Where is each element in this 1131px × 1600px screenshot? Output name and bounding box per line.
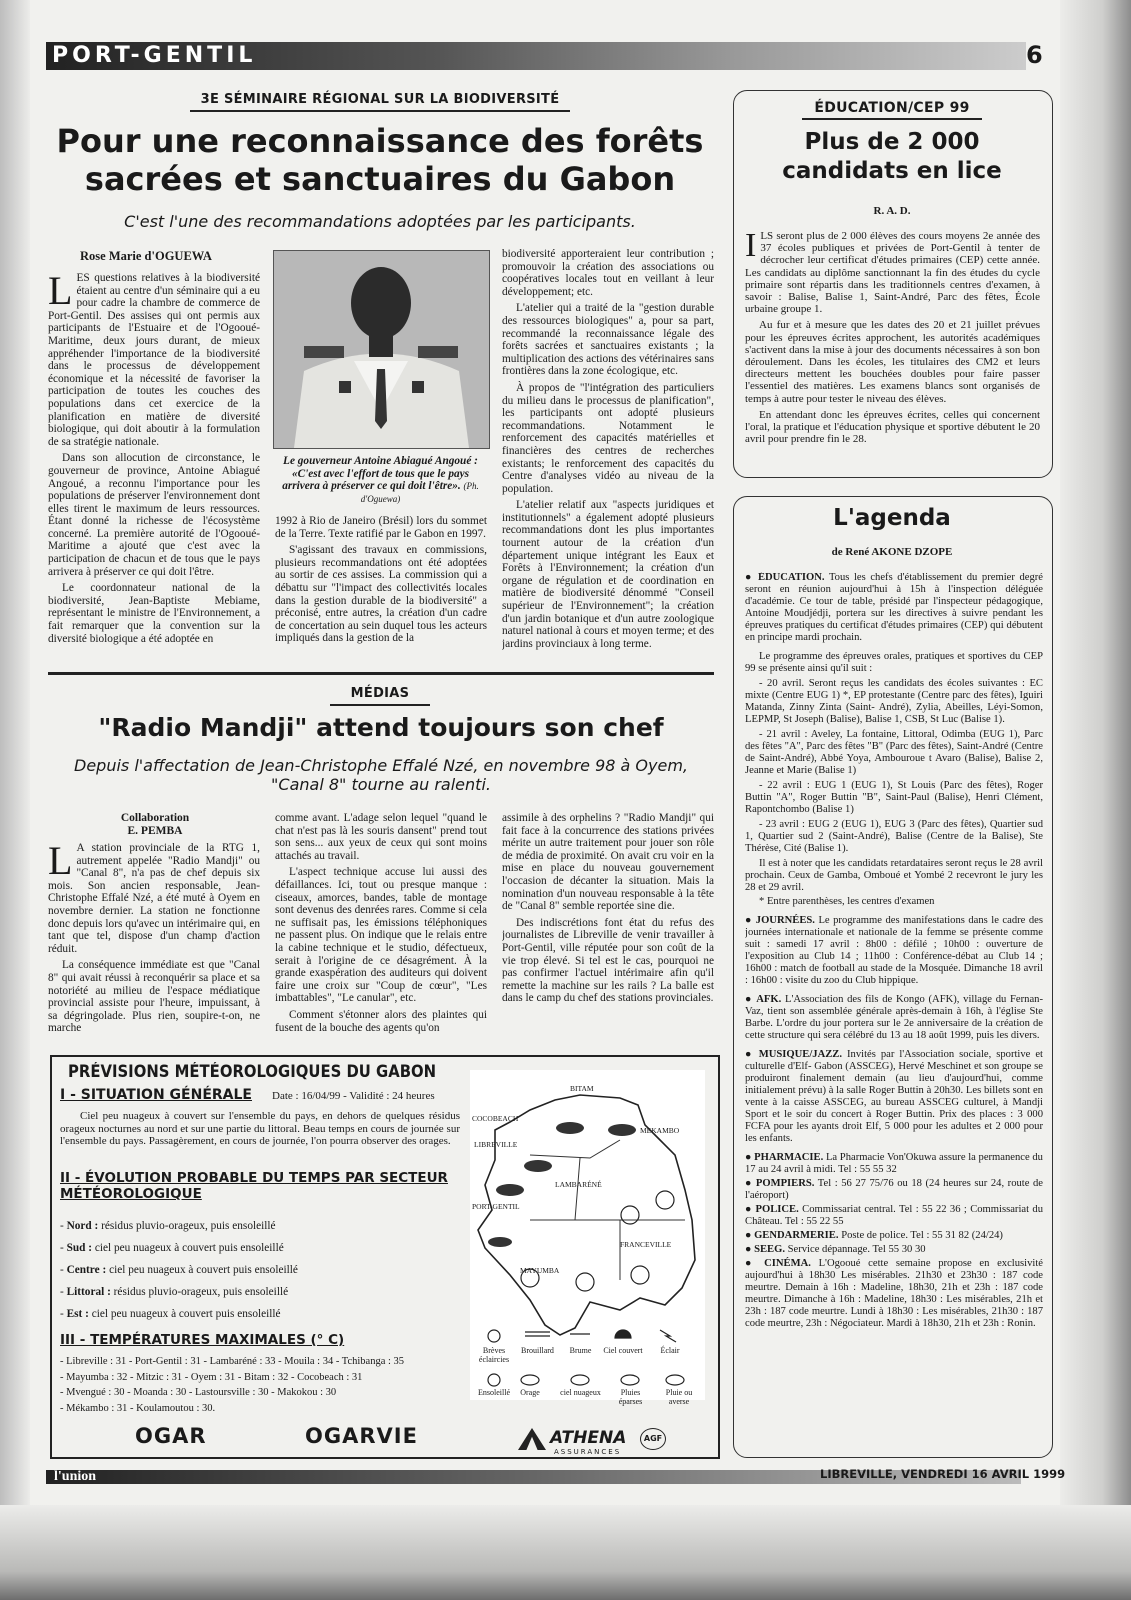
education-title-line1: Plus de 2 000 bbox=[804, 129, 980, 155]
agenda-journees: ● JOURNÉES. Le programme des manifestations dans le cadre des journées internationale et nationale de la femme se présente comme suit : samedi 17 avril : 8h00 : défilé ; 10h00 : ouverture de l'exposition au Club 14 ; 11h00 : Conférence-débat au Club 14 ; 16h00 : match de football au stade de la Mosquée. Dimanche 18 avril : 16h00 : visite du zoo du Club hippique. bbox=[745, 915, 1043, 986]
media-col2-p1: comme avant. L'adage selon lequel "quand le chat n'est pas là les souris dansent" prend tout son sens... aux yeux de ceux qui sont moins attachés au travail. bbox=[275, 812, 487, 862]
legend-brouillard: Brouillard bbox=[521, 1346, 554, 1355]
agenda-musique: ● MUSIQUE/JAZZ. Invités par l'Association sociale, sportive et culturelle d'Elf- Gabon (ASSCEG), Hervé Meschinet et son groupe se produiront finalement demain (au lieu d'aujourd'hui, comme initialement prévu) à la salle Roger Buttin à 20h30. Les billets sont en vente à la caisse ASSCEG, au bureau ASSCEG culturel, à Mandji Sport et le soir du concert à Roger Buttin. Prix des places : 3 000 FCFA pour les ayants droit Elf, 5 000 pour les adultes et 2 000 pour les enfants. bbox=[745, 1049, 1043, 1144]
photo-caption-text: Le gouverneur Antoine Abiagué Angoué : «C'est avec l'effort de tous que le pays arrivera à préserver ce qui doit l'être». bbox=[282, 455, 478, 493]
sector-littoral: - Littoral : résidus pluvio-orageux, puis ensoleillé bbox=[60, 1286, 289, 1298]
media-col2-p3: Comment s'étonner alors des plaintes qui fusent de la bouche des agents qu'on bbox=[275, 1008, 487, 1034]
agenda-police: ● POLICE. Commissariat central. Tel : 55 22 36 ; Commissariat du Château. Tel : 55 22 55 bbox=[745, 1204, 1043, 1227]
governor-photo bbox=[273, 250, 490, 449]
main-col3-p4: L'atelier relatif aux "aspects juridiques et institutionnels" a également adopté plusieurs recommandations dont les plus importantes tournent autour de la création d'un département unique intégrant les Eaux et Forêts à l'Environnement; la création d'un organe de régulation et de coordination en matière de biodiversité dénommé "Conseil supérieur de l'Environnement"; la création d'un jardin botanique et d'un autre zoologique naturel national à cours et moyen terme; et des jardins provinciaux à long terme. bbox=[502, 499, 714, 650]
agenda-body bbox=[745, 572, 1043, 1450]
weather-date: Date : 16/04/99 - Validité : 24 heures bbox=[272, 1090, 435, 1102]
sector-est: - Est : ciel peu nuageux à couvert puis ensoleillé bbox=[60, 1308, 281, 1320]
main-col3-p1: biodiversité apporteraient leur contribution ; promouvoir la création des associations ou coopératives locales tout en veillant à leur développement; etc. bbox=[502, 248, 714, 298]
agenda-education-p4: - 21 avril : Aveley, La fontaine, Littoral, Odimba (EUG 1), Parc des fêtes "A", Parc des fêtes "B" (Parc des fêtes), Saint-André (Centre de Saint-André), Abbé Yoya, Ambouroue t Avaro (Balise), Balise 2, Jeanne et Marie (Balise 1) bbox=[745, 729, 1043, 776]
main-col1 bbox=[48, 272, 260, 667]
agenda-pharmacie: ● PHARMACIE. La Pharmacie Von'Okuwa assure la permanence du 17 au 24 avril à midi. Tel : 55 55 32 bbox=[745, 1152, 1043, 1175]
education-title bbox=[733, 128, 1051, 186]
weather-map bbox=[470, 1070, 705, 1406]
sector-nord: - Nord : résidus pluvio-orageux, puis ensoleillé bbox=[60, 1220, 276, 1232]
agenda-education-p3: - 20 avril. Seront reçus les candidats des écoles suivantes : EC mixte (Centre EUG 1) *, EP protestante (Centre parc des fêtes), Iguiri Matanda, Zinny Zinta (Saint- André), Zylia, Abeilles, Léyi-Somon, LEPMP, St Joseph (Balise), Balise 1, CSB, St Luc (Balise 1). bbox=[745, 678, 1043, 725]
page-bottom-edge bbox=[0, 1505, 1131, 1600]
agenda-afk: ● AFK. L'Association des fils de Kongo (AFK), village du Fernan-Vaz, tient son assemblée générale après-demain à 16h, à l'église Ste Barbe. L'ordre du jour portera sur le 2e anniversaire de la création de cette structure qui sera célébré du 13 au 18 août 1999, puis les divers. bbox=[745, 994, 1043, 1041]
temps-line2: - Mayumba : 32 - Mitzic : 31 - Oyem : 31 - Bitam : 32 - Cocobeach : 31 bbox=[60, 1371, 363, 1383]
legend-ciel-couvert: Ciel couvert bbox=[603, 1346, 643, 1355]
main-col3 bbox=[502, 248, 714, 668]
footer-dateline: LIBREVILLE, VENDREDI 16 AVRIL 1999 bbox=[820, 1467, 1066, 1481]
legend-pluie-averse: Pluie ou averse bbox=[665, 1388, 693, 1406]
agenda-gendarmerie: ● GENDARMERIE. Poste de police. Tel : 55 31 82 (24/24) bbox=[745, 1230, 1003, 1241]
media-title: "Radio Mandji" attend toujours son chef bbox=[98, 713, 664, 742]
weather-title: PRÉVISIONS MÉTÉOROLOGIQUES DU GABON bbox=[68, 1062, 437, 1081]
photo-credit: (Ph. d'Oguewa) bbox=[360, 481, 479, 504]
map-label-cocobeach: COCOBEACH bbox=[472, 1114, 519, 1123]
media-kicker-rule bbox=[330, 704, 430, 706]
main-col1-p1: ES questions relatives à la biodiversité étaient au centre d'un séminaire qui a eu pour cadre la chambre de commerce de Port-Gentil. Des assises qui ont permis aux participants de l'Estuaire et de l'Ogooué-Maritime, deux jours durant, de mieux appréhender l'importance de la biodiversité dans le processus de développement économique et la nécessité de favoriser la participation de toutes les couches des populations dans cet exercice de la planification en matière de diversité biologique, qui doit aboutir à la formulation de sa stratégie nationale. bbox=[48, 272, 260, 448]
agenda-education-p2: Le programme des épreuves orales, pratiques et sportives du CEP 99 se présente ainsi qu'il suit : bbox=[745, 651, 1043, 674]
sponsor-ogarvie: OGARVIE bbox=[305, 1424, 418, 1448]
legend-ensoleille: Ensoleillé bbox=[478, 1388, 510, 1397]
media-col2-p2: L'aspect technique accuse lui aussi des défaillances. Ici, tout ou presque manque : ciseaux, amorces, bandes, table de montage sont devenus des denrées rares. Comme si cela ne suffisait pas, les émissions téléphoniques ne passent plus. On indique que le relais entre la cabine technique et le studio, défectueux, serait à l'origine de ce désagrément. À la grande exaspération des auditeurs qui doivent faire une croix sur "Coup de cœur", "Les imbattables", "Le canular", etc. bbox=[275, 866, 487, 1005]
map-label-franceville: FRANCEVILLE bbox=[620, 1240, 672, 1249]
media-col1-p2: La conséquence immédiate est que "Canal 8" qui avait réussi à reconquérir sa place et sa notoriété au milieu de l'espace médiatique provincial assiste pour l'heure, impuissant, à sa dégringolade. Plus rien, soupire-t-on, ne marche bbox=[48, 959, 260, 1035]
media-subtitle-line2: "Canal 8" tourne au ralenti. bbox=[271, 775, 491, 794]
media-col2 bbox=[275, 812, 487, 1042]
map-label-libreville: LIBREVILLE bbox=[474, 1140, 518, 1149]
media-col3-p1: assimile à des orphelins ? "Radio Mandji" qui fait face à la concurrence des stations privées mérite un autre traitement pour jouer son rôle de média de proximité. On avait cru voir en la mise en place du nouveau gouvernement l'occasion de décanter la situation. Mais la nomination d'un nouveau responsable à la tête de "Canal 8" semble reportée sine die. bbox=[502, 812, 714, 913]
sector-centre: - Centre : ciel peu nuageux à couvert puis ensoleillé bbox=[60, 1264, 298, 1276]
temps-line4: - Mékambo : 31 - Koulamoutou : 30. bbox=[60, 1402, 216, 1414]
agenda-education-p6: - 23 avril : EUG 2 (EUG 1), EUG 3 (Parc des fêtes), Quartier sud 1, Quartier sud 2 (Saint-André), Balise (Centre de la Balise), Ste Thérèse, Cité (Balise 1). bbox=[745, 819, 1043, 854]
education-p2: Au fur et à mesure que les dates des 20 et 21 juillet prévues pour les épreuves écrites approchent, les autorités académiques s'activent dans la mise à jour des documents nécessaires à son bon déroulement. Dans les écoles, les titulaires des CM2 et leurs directeurs mettent les bouchées doubles pour faire passer l'essentiel des matières. Les examens blancs sont organisés de temps à autre pour tester le niveau des élèves. bbox=[745, 319, 1040, 405]
page-left-edge bbox=[0, 0, 30, 1600]
main-col2-p1: 1992 à Rio de Janeiro (Brésil) lors du sommet de la Terre. Texte ratifié par le Gabon en 1997. bbox=[275, 515, 487, 540]
weather-section2-line1: II - ÉVOLUTION PROBABLE DU TEMPS PAR SECTEUR bbox=[60, 1170, 448, 1186]
weather-section3: III - TEMPÉRATURES MAXIMALES (° C) bbox=[60, 1332, 345, 1348]
main-dropcap: L bbox=[48, 272, 73, 313]
media-byline-label: Collaboration bbox=[120, 812, 190, 824]
media-col3-p2: Des indiscrétions font état du refus des journalistes de Libreville de venir travailler à Port-Gentil, ville réputée pour son coût de la vie trop élevé. Si tel est le cas, pourquoi ne pas confirmer l'actuel intérimaire afin qu'il remette la machine sur les rails ? La balle est dans le camp du chef des stations provinciales. bbox=[502, 916, 714, 1005]
map-label-mekambo: MEKAMBO bbox=[640, 1126, 680, 1135]
legend-ciel-nuageux: ciel nuageux bbox=[560, 1388, 601, 1397]
map-label-mayumba: MAYUMBA bbox=[520, 1266, 560, 1275]
media-col1-p1: A station provinciale de la RTG 1, autrement appelée "Radio Mandji" ou "Canal 8", n'a pas de chef depuis six mois. Son ancien responsable, Jean-Christophe Effalé Nzé, a été muté à Oyem en novembre dernier. La station ne fonctionne donc depuis lors qu'avec un intérimaire qui, en tant que tel, dispose d'un champ d'action réduit. bbox=[48, 842, 260, 955]
agenda-education-p5: - 22 avril : EUG 1 (EUG 1), St Louis (Parc des fêtes), Roger Buttin "A", Roger Buttin "B", Saint-Paul (Balise), Henri Clément, Rapontchombo (Balise 1) bbox=[745, 780, 1043, 815]
main-col2 bbox=[275, 515, 487, 667]
weather-sectors bbox=[60, 1215, 460, 1325]
sponsor-athena: ATHENA bbox=[550, 1428, 627, 1448]
main-col3-p2: L'atelier qui a traité de la "gestion durable des ressources biologiques" a, pour sa part, recommandé la reconnaissance légale des forêts sacrées et sanctuaires existants ; la multiplication des actions des vétérinaires sans frontières dans la zone écologique, etc. bbox=[502, 302, 714, 378]
weather-temperatures bbox=[60, 1354, 470, 1416]
education-byline: R. A. D. bbox=[873, 205, 911, 217]
agenda-seeg: ● SEEG. Service dépannage. Tel 55 30 30 bbox=[745, 1244, 926, 1255]
media-kicker: MÉDIAS bbox=[350, 686, 410, 701]
legend-breves: Brèves éclaircies bbox=[478, 1346, 510, 1364]
photo-caption bbox=[278, 455, 483, 505]
temps-line3: - Mvengué : 30 - Moanda : 30 - Lastoursville : 30 - Makokou : 30 bbox=[60, 1387, 337, 1398]
main-byline: Rose Marie d'OGUEWA bbox=[80, 249, 212, 263]
legend-pluies-eparses: Pluies éparses bbox=[618, 1388, 643, 1406]
sponsor-ogar: OGAR bbox=[135, 1424, 207, 1448]
main-title-line1: Pour une reconnaissance des forêts bbox=[56, 122, 704, 160]
education-dropcap: I bbox=[745, 230, 757, 264]
temps-line1: - Libreville : 31 - Port-Gentil : 31 - Lambaréné : 33 - Mouila : 34 - Tchibanga : 35 bbox=[60, 1356, 405, 1367]
main-kicker: 3E SÉMINAIRE RÉGIONAL SUR LA BIODIVERSITÉ bbox=[200, 92, 560, 107]
map-label-lambarene: LAMBARÉNÉ bbox=[555, 1180, 602, 1189]
sector-sud: - Sud : ciel peu nuageux à couvert puis ensoleillé bbox=[60, 1242, 284, 1254]
education-p1: LS seront plus de 2 000 élèves des cours moyens 2e année des 37 écoles publiques et privées de Port-Gentil à tenter de décrocher leur certificat d'études primaires (CEP) cette année. Les candidats au diplôme sanctionnant la fin des études du cycle primaire sont répartis dans les traditionnels centres d'examen, à savoir : Balise, Balise 1, Saint-André, Parc des fêtes, École urbaine groupe 1. bbox=[745, 230, 1040, 316]
main-col1-p2: Dans son allocution de circonstance, le gouverneur de province, Antoine Abiagué Angoué, a reconnu l'importance pour les populations de préserver l'environnement dont elles tirent le maximum de leurs ressources. Étant donné la richesse de l'écosystème concerné. La première autorité de l'Ogooué-Maritime a ajouté que c'est avec la participation de chacun et de tous que le pays arrivera à préserver ce qui doit l'être. bbox=[48, 452, 260, 578]
page-right-edge bbox=[1060, 0, 1131, 1600]
media-subtitle-line1: Depuis l'affectation de Jean-Christophe Effalé Nzé, en novembre 98 à Oyem, bbox=[74, 756, 688, 775]
media-byline bbox=[90, 812, 220, 838]
agenda-title: L'agenda bbox=[833, 505, 951, 531]
education-title-line2: candidats en lice bbox=[782, 158, 1002, 184]
map-label-bitam: BITAM bbox=[570, 1084, 594, 1093]
weather-section1: I - SITUATION GÉNÉRALE bbox=[60, 1087, 252, 1103]
media-dropcap: L bbox=[48, 842, 73, 883]
sponsor-assurances: ASSURANCES bbox=[554, 1448, 622, 1456]
legend-orage: Orage bbox=[520, 1388, 540, 1397]
media-byline-name: E. PEMBA bbox=[127, 825, 183, 837]
agenda-education-p7: Il est à noter que les candidats retardataires seront reçus le 28 avril prochain. Ceux de Gamba, Omboué et Yombé 2 recevront le jury les 28 et 29 avril. bbox=[745, 858, 1043, 893]
main-title bbox=[40, 122, 720, 198]
media-col3 bbox=[502, 812, 714, 1042]
map-label-port-gentil: PORT-GENTIL bbox=[472, 1202, 520, 1211]
main-col2-p2: S'agissant des travaux en commissions, plusieurs recommandations ont été adoptées au sortir de ces assises. La commission qui a débattu sur "l'impact des collectivités locales dans la gestion durable de la biodiversité" a préconisé, entre autres, la création d'un cadre de concertation au sein duquel tous les acteurs impliqués dans la gestion de la bbox=[275, 544, 487, 645]
main-kicker-rule bbox=[190, 110, 570, 112]
agenda-cinema: ● CINÉMA. L'Ogooué cette semaine propose en exclusivité aujourd'hui à 18h30 Les misérables. 21h30 et 23h30 : 187 code meurtre. Demain à 16h : Madeline, 18h30, 21h et 23h : 187 code meurtre. Dimanche à 16h : Madeline, 18h30 : Les misérables, 21h et 23h : 187 code meurtre. Lundi à 18h30 : Les misérables, 21h30 : 187 code meurtre, 23h : Négociateur. Mardi à 18h30, 21h et 23h : Ronin. bbox=[745, 1258, 1043, 1329]
education-body bbox=[745, 230, 1040, 470]
education-kicker: ÉDUCATION/CEP 99 bbox=[814, 100, 970, 116]
weather-situation: Ciel peu nuageux à couvert sur l'ensemble du pays, en dehors de quelques résidus orageux nocturnes au nord et sur une partie du littoral. Beau temps en cours de journée sur l'ensemble du pays. Passagèrement, en cours de journée, l'on pourra observer des orages. bbox=[60, 1110, 460, 1147]
main-col1-p3: Le coordonnateur national de la biodiversité, Jean-Baptiste Mebiame, représentant le ministre de l'Environnement, a fait remarquer que la convention sur la diversité biologique a été adoptée en bbox=[48, 582, 260, 645]
governor-portrait-image bbox=[274, 251, 489, 448]
media-col1 bbox=[48, 842, 260, 1042]
main-subtitle: C'est l'une des recommandations adoptées par les participants. bbox=[124, 212, 636, 231]
education-kicker-rule bbox=[802, 118, 982, 120]
agenda-byline: de René AKONE DZOPE bbox=[831, 546, 953, 558]
weather-section2 bbox=[60, 1170, 460, 1202]
legend-eclair: Éclair bbox=[660, 1346, 680, 1355]
footer-newspaper: l'union bbox=[54, 1469, 97, 1484]
agenda-education-note: * Entre parenthèses, les centres d'examen bbox=[759, 896, 935, 907]
sponsor-agf: AGF bbox=[640, 1428, 666, 1450]
page-number: 6 bbox=[1026, 41, 1043, 69]
main-col3-p3: À propos de "l'intégration des particuliers du milieu dans le processus de planification", les participants ont adopté plusieurs recommandations. Notamment le renforcement des capacités matérielles et financières des centres de recherches existants; le renforcement des capacités du Centre d'analyses vidéo au niveau de la population. bbox=[502, 381, 714, 495]
media-subtitle bbox=[48, 756, 714, 794]
education-p3: En attendant donc les épreuves écrites, celles qui concernent l'oral, la pratique et l'éducation physique et sportive débutent le 20 avril pour prendre fin le 28. bbox=[745, 408, 1040, 446]
main-title-line2: sacrées et sanctuaires du Gabon bbox=[84, 160, 676, 198]
legend-brume: Brume bbox=[569, 1346, 592, 1355]
section-title: PORT-GENTIL bbox=[52, 43, 257, 68]
main-article-bottom-rule bbox=[48, 672, 714, 675]
agenda-pompiers: ● POMPIERS. Tel : 56 27 75/76 ou 18 (24 heures sur 24, route de l'aéroport) bbox=[745, 1178, 1043, 1201]
weather-section2-line2: MÉTÉOROLOGIQUE bbox=[60, 1186, 202, 1202]
agenda-education: ● ÉDUCATION. Tous les chefs d'établissement du premier degré seront en réunion aujourd'hui à 15h à l'inspection déléguée d'académie. Ce tour de table, présidé par l'inspecteur pédagogique, Antoine Moudjédji, portera sur les directives à suivre pendant les épreuves pratiques du certificat d'études primaires (CEP) qui débutent en principe mardi prochain. bbox=[745, 572, 1043, 643]
